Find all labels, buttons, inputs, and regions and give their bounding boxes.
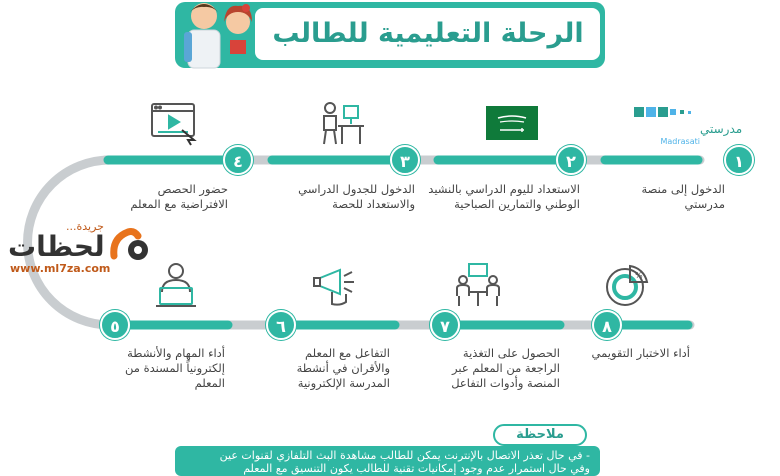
page-title: الرحلة التعليمية للطالب: [272, 18, 584, 49]
meeting-icon: [455, 262, 501, 308]
laptop-student-icon: [152, 262, 200, 310]
step-1-text: [600, 182, 725, 212]
step-3-line-1: الدخول للجدول الدراسي: [298, 182, 415, 196]
madrasati-logo-icon: [632, 105, 743, 147]
megaphone-icon: [310, 262, 358, 308]
step-number-5: ٥: [100, 310, 130, 340]
note-line-1: - في حال تعذر الاتصال بالإنترنت يمكن للطالب مشاهدة البث التلفازي لقنوات عين: [219, 449, 590, 462]
video-screen-icon: [150, 102, 200, 146]
step-5-line-2: إلكترونياً المسندة من: [125, 361, 225, 375]
step-2-text: [395, 182, 580, 212]
madrasati-arabic: مدرستي: [700, 122, 743, 136]
step-2-line-2: الوطني والتمارين الصباحية: [454, 197, 580, 211]
step-3-text: [245, 182, 415, 212]
watermark-small-text: جريدة...: [66, 220, 104, 233]
step-4-line-1: حضور الحصص: [157, 182, 228, 196]
step-number-4: ٤: [223, 145, 253, 175]
step-4-text: [110, 182, 228, 212]
step-7-line-1: الحصول على التغذية: [462, 346, 560, 360]
note-title: ملاحظة: [493, 424, 587, 446]
step-8-line-1: أداء الاختبار التقويمي: [591, 346, 690, 360]
step-3-line-2: والاستعداد للحصة: [332, 197, 415, 211]
step-5-line-3: المعلم: [194, 376, 225, 390]
svg-text:%: %: [635, 271, 643, 280]
watermark-logo: لحظات: [8, 230, 105, 263]
note-text: [185, 449, 590, 475]
saudi-flag-icon: [486, 106, 538, 140]
step-number-7: ٧: [430, 310, 460, 340]
step-5-line-1: أداء المهام والأنشطة: [127, 346, 225, 360]
step-1-line-1: الدخول إلى منصة: [641, 182, 725, 196]
step-number-3: ٣: [390, 145, 420, 175]
step-8-text: [570, 346, 690, 361]
step-7-line-2: الراجعة من المعلم عبر: [452, 361, 560, 375]
step-6-line-1: التفاعل مع المعلم: [304, 346, 390, 360]
step-4-line-2: الافتراضية مع المعلم: [130, 197, 228, 211]
step-7-text: [410, 346, 560, 391]
step-number-8: ٨: [592, 310, 622, 340]
watermark-logo-icon: [108, 226, 154, 266]
note-line-2: وفي حال استمرار عدم وجود إمكانيات تقنية للطالب يكون التنسيق مع المعلم: [243, 462, 590, 475]
step-number-1: ١: [724, 145, 754, 175]
step-5-text: [85, 346, 225, 391]
watermark-url: www.ml7za.com: [10, 262, 111, 275]
step-1-line-2: مدرستي: [684, 197, 725, 211]
step-6-line-2: والأقران في أنشطة: [296, 361, 390, 375]
step-number-2: ٢: [556, 145, 586, 175]
step-6-text: [250, 346, 390, 391]
pie-chart-icon: [604, 262, 650, 308]
step-6-line-3: المدرسة الإلكترونية: [297, 376, 390, 390]
desk-student-icon: [316, 98, 366, 148]
madrasati-latin: Madrasati: [660, 137, 700, 146]
step-number-6: ٦: [266, 310, 296, 340]
step-2-line-1: الاستعداد لليوم الدراسي بالنشيد: [428, 182, 580, 196]
step-7-line-3: المنصة وأدوات التفاعل: [451, 376, 560, 390]
